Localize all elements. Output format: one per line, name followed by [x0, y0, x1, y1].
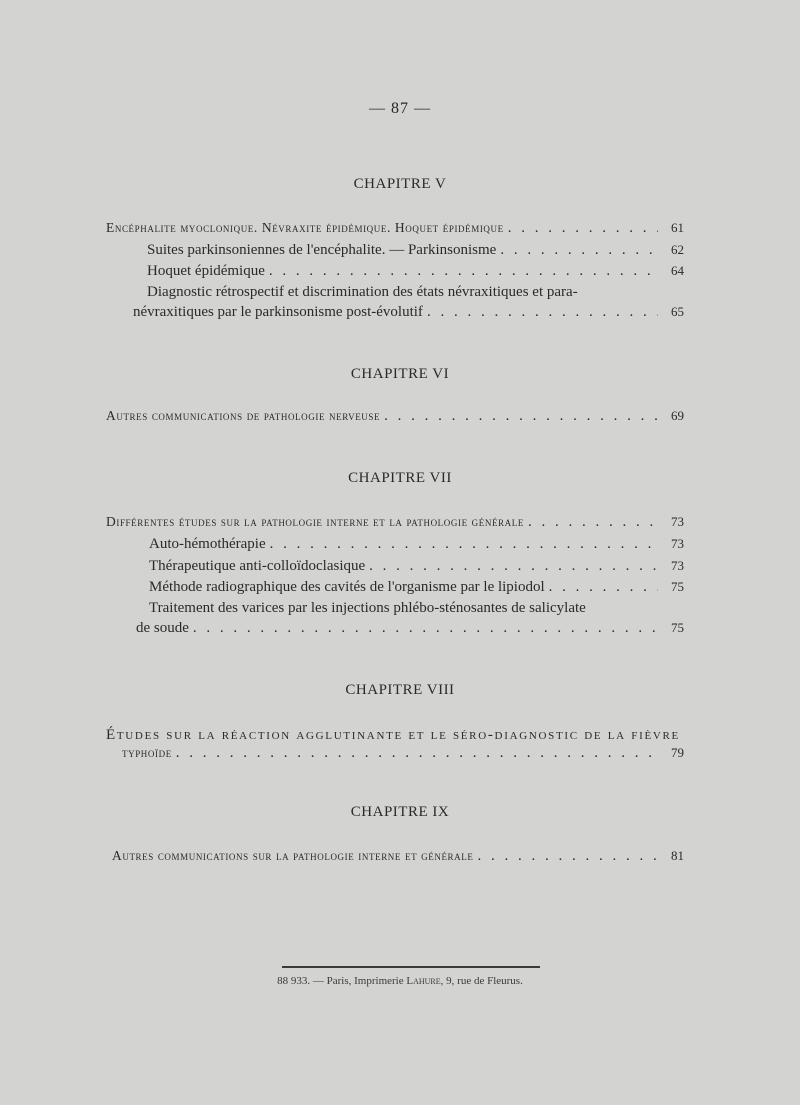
- toc-entry-text: Suites parkinsoniennes de l'encéphalite. — Parkinsonisme: [147, 242, 497, 258]
- toc-entry-page: 64: [671, 263, 684, 278]
- toc-entry: [106, 220, 684, 240]
- dot-leader: [384, 408, 658, 425]
- dot-leader: [176, 745, 658, 762]
- toc-entry-text: Diagnostic rétrospectif et discrimination des états névraxitiques et para-: [147, 284, 578, 300]
- toc-entry-continuation: de soude: [136, 620, 189, 636]
- toc-entry-text: Différentes études sur la pathologie interne et la pathologie générale: [106, 514, 524, 529]
- toc-entry-page: 73: [671, 514, 684, 529]
- dot-leader: [549, 579, 658, 596]
- chapter-title: CHAPITRE VIII: [345, 682, 455, 698]
- toc-entry-text: Hoquet épidémique: [147, 263, 265, 279]
- toc-entry-page: 73: [671, 536, 684, 551]
- toc-entry: [133, 304, 684, 324]
- toc-entry-continuation: névraxitiques par le parkinsonisme post-évolutif: [133, 304, 423, 320]
- toc-entry-page: 62: [671, 242, 684, 257]
- toc-entry-page: 65: [671, 304, 684, 319]
- imprint-suffix: , 9, rue de Fleurus.: [440, 975, 523, 987]
- toc-entry: [149, 536, 684, 556]
- dot-leader: [427, 304, 658, 321]
- dot-leader: [528, 514, 658, 531]
- dot-leader: [500, 242, 658, 259]
- page-number: — 87 —: [369, 100, 431, 117]
- toc-entry-page: 81: [671, 848, 684, 863]
- chapter-title: CHAPITRE V: [353, 176, 447, 192]
- dot-leader: [193, 620, 658, 637]
- dot-leader: [477, 848, 658, 865]
- dot-leader: [508, 220, 658, 237]
- imprint-printer: Lahure: [406, 975, 441, 987]
- toc-entry: [106, 514, 684, 534]
- dot-leader: [270, 536, 658, 553]
- toc-entry-text: Autres communications de pathologie nerveuse: [106, 408, 381, 423]
- toc-entry-page: 73: [671, 558, 684, 573]
- footer-rule: [282, 966, 540, 968]
- toc-entry-page: 75: [671, 579, 684, 594]
- toc-entry-text: Études sur la réaction agglutinante et le séro-diagnostic de la fièvre: [106, 727, 680, 743]
- toc-entry-continuation: typhoïde: [122, 745, 172, 760]
- chapter-title: CHAPITRE IX: [350, 804, 450, 820]
- toc-entry: [136, 620, 684, 640]
- toc-entry-page: 79: [671, 745, 684, 760]
- toc-entry-page: 61: [671, 220, 684, 235]
- toc-entry: [149, 558, 684, 578]
- dot-leader: [369, 558, 658, 575]
- toc-entry: [147, 263, 684, 283]
- toc-entry-text: Traitement des varices par les injections phlébo-sténosantes de salicylate: [149, 600, 586, 616]
- toc-entry-text: Encéphalite myoclonique. Névraxite épidémique. Hoquet épidémique: [106, 220, 504, 235]
- toc-entry: [147, 242, 684, 262]
- printer-imprint: [0, 975, 800, 987]
- chapter-title: CHAPITRE VII: [348, 470, 452, 486]
- dot-leader: [269, 263, 658, 280]
- toc-entry-text: Autres communications sur la pathologie interne et générale: [112, 848, 474, 863]
- chapter-title: CHAPITRE VI: [350, 366, 450, 382]
- toc-entry-page: 75: [671, 620, 684, 635]
- toc-entry: [106, 408, 684, 428]
- toc-entry-text: Auto-hémothérapie: [149, 536, 266, 552]
- toc-entry-text: Méthode radiographique des cavités de l'organisme par le lipiodol: [149, 579, 545, 595]
- toc-entry: [112, 848, 684, 868]
- toc-entry-text: Thérapeutique anti-colloïdoclasique: [149, 558, 366, 574]
- imprint-prefix: 88 933. — Paris, Imprimerie: [277, 975, 404, 987]
- toc-entry-page: 69: [671, 408, 684, 423]
- toc-entry: [122, 745, 684, 765]
- toc-entry: [149, 579, 684, 599]
